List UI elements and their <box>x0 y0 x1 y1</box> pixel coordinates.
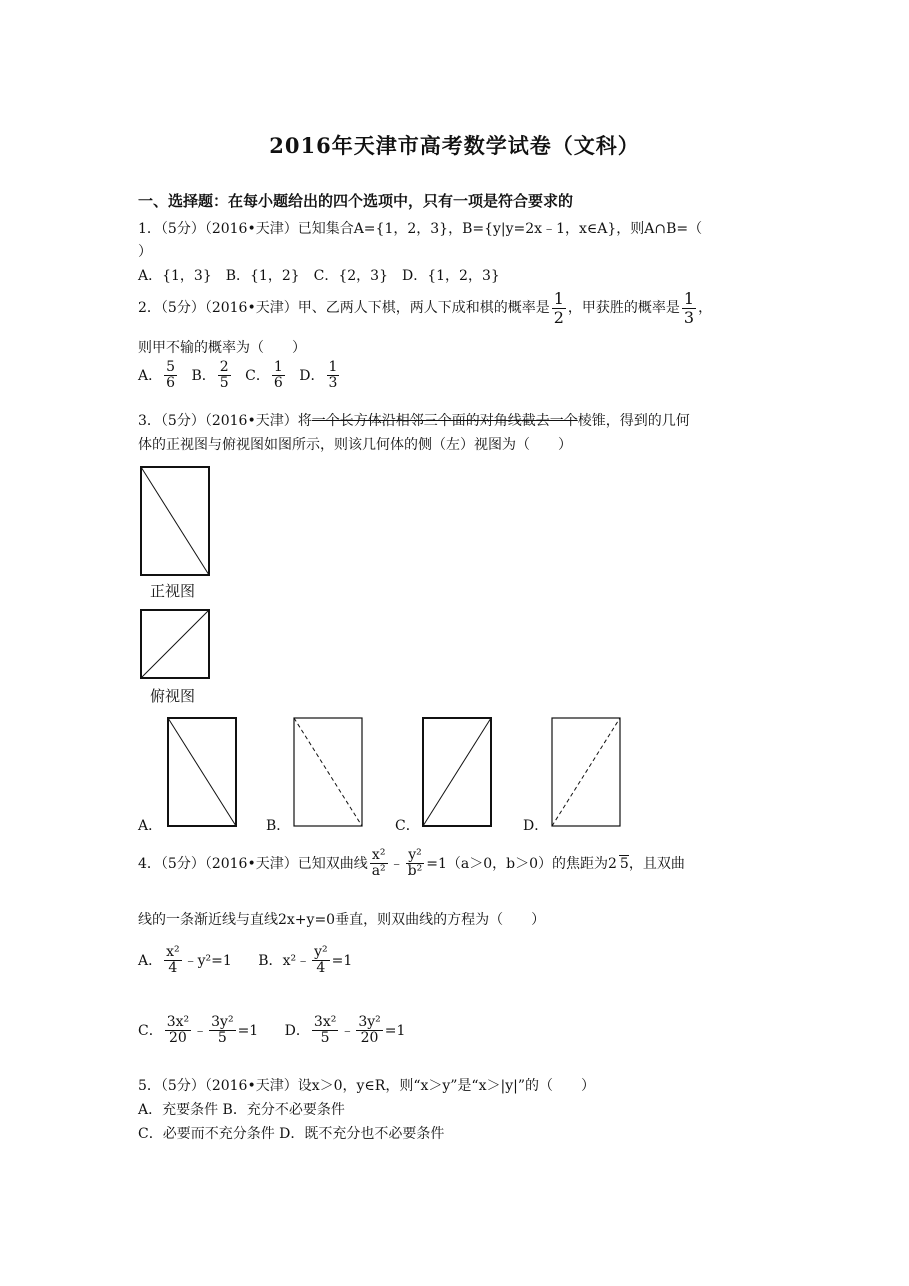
fraction: $\frac{1}{3}$ <box>328 359 338 392</box>
q2-suffix: ， <box>698 300 713 317</box>
question-4-options-cd: C． $\frac{\text{3x²}}{20}$ ﹣ $\frac{\text{3y²}}{5}$ =1 D． $\frac{\text{3x²}}{5}$ ﹣ $\frac{\text{3y²}}{20}$ =1 <box>138 1014 406 1047</box>
question-5-options-ab: A．充要条件 B．充分不必要条件 <box>138 1102 345 1118</box>
front-view-figure <box>140 466 212 578</box>
question-5: 5．（5分）（2016•天津）设x＞0，y∈R，则“x＞y”是“x＞|y|”的（ ） <box>138 1078 595 1094</box>
fraction: $\frac{1}{6}$ <box>273 359 283 392</box>
question-1-options: A．{1，3} B．{1，2} C．{2，3} D．{1，2，3} <box>138 268 500 284</box>
question-4: 4．（5分）（2016•天津）已知双曲线 $\frac{\text{x²}}{\text{a²}}$ ﹣ $\frac{\text{y²}}{\text{b²}}$ =1（a＞0，b＞0）的焦距为2 5，且双曲 <box>138 847 685 880</box>
question-1-close: ） <box>138 244 152 260</box>
fraction: $\frac{\text{y²}}{\text{b²}}$ <box>407 847 423 880</box>
fraction: $\frac{\text{3x²}}{20}$ <box>166 1014 190 1047</box>
option-a-figure <box>167 717 239 829</box>
top-view-figure <box>140 609 212 681</box>
question-4-line2: 线的一条渐近线与直线2x+y=0垂直，则双曲线的方程为（ ） <box>138 912 546 928</box>
option-b-label: B． <box>266 818 291 834</box>
fraction: $\frac{2}{5}$ <box>219 359 229 392</box>
question-2 <box>138 290 712 326</box>
q2-mid: ，甲获胜的概率是 <box>567 300 680 317</box>
option-a-label: A． <box>138 818 163 834</box>
fraction: $\frac{1}{3}$ <box>683 289 695 327</box>
fraction: $\frac{5}{6}$ <box>166 359 176 392</box>
sqrt-radicand: 5 <box>619 855 629 872</box>
option-c-figure <box>422 717 494 829</box>
question-2-line2: 则甲不输的概率为（ ） <box>138 340 306 356</box>
option-c-label: C． <box>395 818 420 834</box>
fraction: $\frac{\text{x²}}{4}$ <box>166 944 180 977</box>
q2-prefix: 2．（5分）（2016•天津）甲、乙两人下棋，两人下成和棋的概率是 <box>138 300 550 317</box>
fraction: $\frac{\text{y²}}{4}$ <box>314 944 328 977</box>
fraction: $\frac{\text{3y²}}{20}$ <box>358 1014 381 1047</box>
section-heading: 一、选择题：在每小题给出的四个选项中，只有一项是符合要求的 <box>138 192 574 210</box>
question-1: 1．（5分）（2016•天津）已知集合A={1，2，3}，B={y|y=2x﹣1，x∈A}，则A∩B=（ <box>138 221 703 237</box>
page-title: 2016年天津市高考数学试卷（文科） <box>269 133 640 158</box>
question-2-options: A． $\frac{5}{6}$ B． $\frac{2}{5}$ C． $\frac{1}{6}$ D． $\frac{1}{3}$ <box>138 359 338 392</box>
fraction: $\frac{1}{2}$ <box>553 289 564 327</box>
question-4-options-ab: A． $\frac{\text{x²}}{4}$ ﹣y²=1 B．x²﹣ $\frac{\text{y²}}{4}$ =1 <box>138 944 353 977</box>
option-d-label: D． <box>523 818 549 834</box>
option-d-figure <box>551 717 623 829</box>
question-5-options-cd: C．必要而不充分条件 D．既不充分也不必要条件 <box>138 1126 445 1142</box>
option-b-figure <box>293 717 365 829</box>
top-view-label: 俯视图 <box>150 687 196 705</box>
question-3: 3．（5分）（2016•天津）将一个长方体沿相邻三个面的对角线截去一个棱锥，得到的几何 <box>138 413 690 429</box>
fraction: $\frac{\text{x²}}{\text{a²}}$ <box>371 847 386 880</box>
fraction: $\frac{\text{3x²}}{5}$ <box>313 1014 337 1047</box>
fraction: $\frac{\text{3y²}}{5}$ <box>211 1014 234 1047</box>
question-3-line2: 体的正视图与俯视图如图所示，则该几何体的侧（左）视图为（ ） <box>138 437 572 453</box>
front-view-label: 正视图 <box>150 582 196 600</box>
